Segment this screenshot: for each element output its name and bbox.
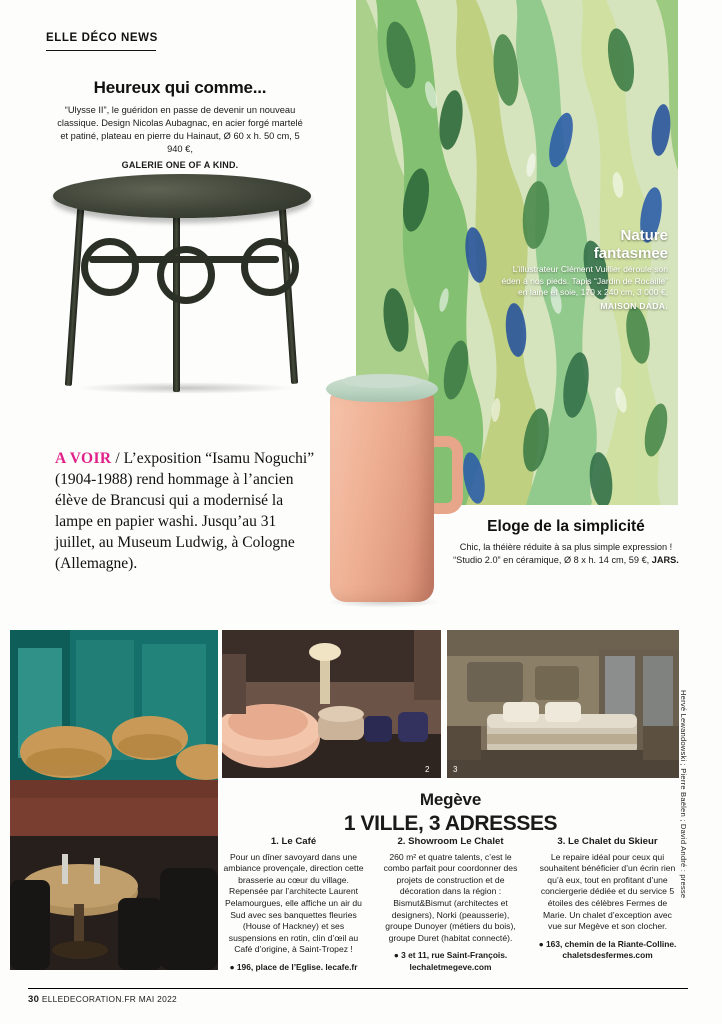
footer — [28, 994, 177, 1005]
megeve-column-2-heading: 2. Showroom Le Chalet — [397, 836, 504, 847]
footer-rule — [28, 988, 688, 989]
table-ring-middle — [157, 246, 215, 304]
photo-chalet-illustration — [447, 630, 679, 778]
megeve-column-2 — [379, 836, 522, 974]
avoir-body: L’exposition “Isamu Noguchi” (1904-1988) rend hommage à l’ancien élève de Brancusi qui a modernisé la lampe en papier washi. Jusqu’au 31 juillet, au Museum Ludwig, à Cologne (Allemagne). — [55, 450, 315, 572]
megeve-column-1-heading: 1. Le Café — [270, 836, 317, 847]
megeve-column-3-address[interactable]: ● 163, chemin de la Riante-Colline. chaletsdesfermes.com — [538, 938, 677, 961]
teapot-body — [330, 390, 434, 602]
table-top — [53, 174, 311, 218]
avoir-lead: A VOIR — [55, 450, 112, 467]
megeve-column-3-body: Le repaire idéal pour ceux qui souhaitent bénéficier d’un écrin rien qu’à eux, tout en profitant d’une conciergerie dédiée et du service 5 étoiles des célèbres Fermes de Marie. Un chalet d’exception avec vue sur Megève et son clocher. — [539, 851, 676, 932]
avoir-separator: / — [111, 450, 124, 467]
table-shadow — [75, 382, 295, 394]
table-leg-left — [65, 208, 84, 386]
kicker-rule — [46, 50, 156, 51]
footer-text: ELLEDECORATION.FR MAI 2022 — [41, 994, 177, 1004]
table-ring-right — [241, 238, 299, 296]
photo-showroom-illustration — [222, 630, 441, 778]
megeve-column-2-body: 260 m² et quatre talents, c’est le combo parfait pour coordonner des projets de construction et de décoration dans la région : Bismut&Bismut (architectes et designers), Norki (peausserie), groupe Dunoyer (métiers du bois), groupe Duret (habitat connecté). — [383, 851, 518, 943]
article-teapot-text — [452, 518, 680, 566]
megeve-column-1-body: Pour un dîner savoyard dans une ambiance provençale, direction cette brasserie au cœur du village. Repensée par l’architecte Laurent Pelamourgues, elle affiche un air du Sud avec ses banquettes fleuries (House of Hackney) et ses suspensions en rotin, clin d’œil au Café d’origine, à Saint-Tropez ! — [223, 851, 364, 955]
article-teapot-credit: JARS. — [651, 554, 679, 565]
teapot-photo — [312, 352, 462, 614]
megeve-title: Megève — [419, 790, 482, 809]
photo-chalet-du-skieur — [447, 630, 679, 778]
article-table-credit: GALERIE ONE OF A KIND. — [121, 160, 239, 170]
article-rug-title-line2: fantasmee — [593, 245, 668, 262]
article-teapot-body — [452, 541, 680, 566]
svg-text:2: 2 — [425, 765, 430, 774]
megeve-column-3 — [536, 836, 679, 974]
megeve-heading — [222, 790, 679, 836]
table-leg-middle — [173, 216, 180, 392]
photo-le-cafe-illustration — [10, 630, 218, 970]
photo-le-cafe — [10, 630, 218, 970]
megeve-column-1-address[interactable]: ● 196, place de l’Eglise. lecafe.fr — [229, 961, 358, 972]
article-rug-title-line1: Nature — [620, 227, 668, 244]
megeve-column-1 — [222, 836, 365, 974]
megeve-subtitle: 1 VILLE, 3 ADRESSES — [343, 812, 558, 835]
table-leg-right — [279, 208, 298, 384]
article-table-title: Heureux qui comme... — [93, 78, 267, 97]
guéridon-photo — [45, 160, 320, 405]
article-teapot-title: Eloge de la simplicité — [487, 518, 645, 535]
article-table-body: “Ulysse II”, le guéridon en passe de devenir un nouveau classique. Design Nicolas Aubagnac, en acier forgé martelé et patiné, plateau en pierre du Hainaut, Ø 60 x h. 50 cm, 5 940 €, — [57, 105, 303, 154]
article-rug-body: L’illustrateur Clément Vuillier déroule son éden à nos pieds. Tapis “Jardin de Rocaille” en laine et soie, 170 x 240 cm, 3 000 €, — [501, 264, 668, 297]
page-number: 30 — [28, 994, 40, 1005]
photo-credit: Hervé Lewandowski ; Pierre Baëlen ; David André : presse — [679, 690, 688, 899]
article-avoir — [55, 448, 320, 574]
table-ring-left — [81, 238, 139, 296]
article-table-text — [55, 78, 305, 170]
megeve-column-3-heading: 3. Le Chalet du Skieur — [557, 836, 658, 847]
svg-text:3: 3 — [453, 765, 458, 774]
article-rug-credit: MAISON DADA. — [600, 300, 668, 311]
section-kicker: ELLE DÉCO NEWS — [46, 32, 158, 44]
article-teapot-body-text: Chic, la théière réduite à sa plus simple expression ! “Studio 2.0” en céramique, Ø 8 x h. 14 cm, 59 €, — [453, 542, 673, 565]
photo-showroom-le-chalet — [222, 630, 441, 778]
article-rug-caption — [498, 228, 668, 311]
teapot-lid-top — [342, 374, 422, 388]
megeve-columns — [222, 836, 679, 974]
megeve-column-2-address[interactable]: ● 3 et 11, rue Saint-François. lechaletmegeve.com — [393, 950, 508, 972]
